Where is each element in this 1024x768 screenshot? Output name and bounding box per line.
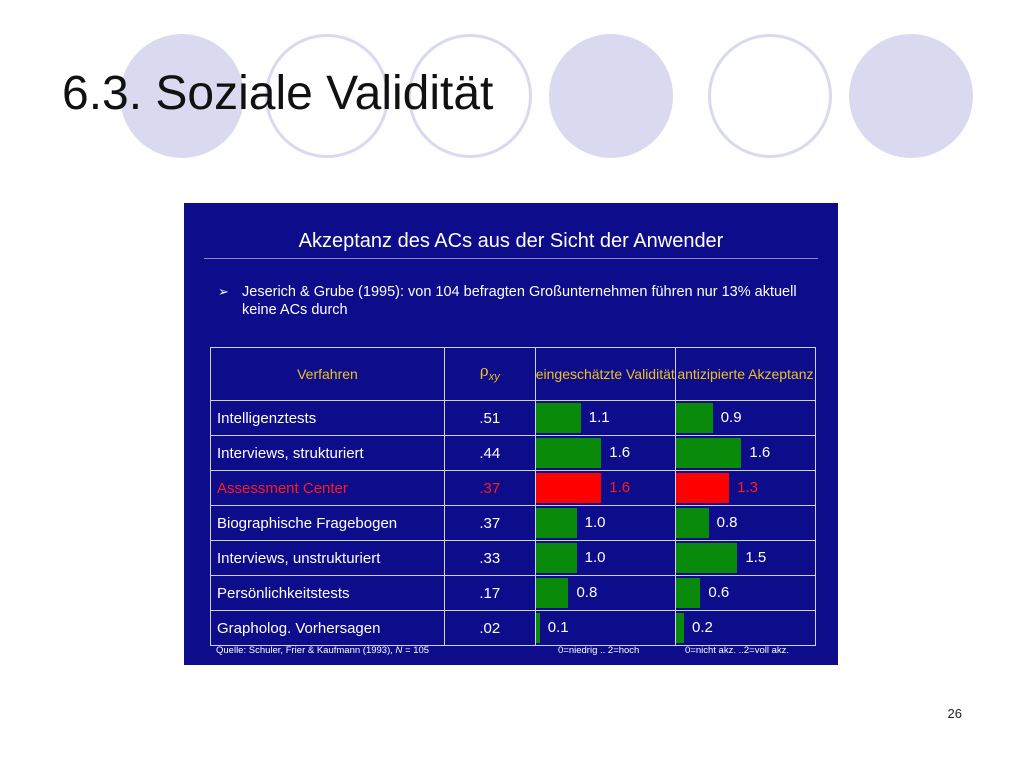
source-suffix: = 105 bbox=[402, 645, 430, 656]
decor-circle-5 bbox=[708, 34, 832, 158]
row-verfahren: Interviews, unstrukturiert bbox=[211, 541, 445, 576]
akzeptanz-label: 0.8 bbox=[716, 514, 738, 531]
table-row bbox=[211, 611, 816, 646]
validitaet-bar bbox=[536, 473, 602, 503]
validitaet-label: 1.0 bbox=[584, 514, 606, 531]
arrow-bullet-icon: ➢ bbox=[218, 284, 229, 299]
row-validitaet bbox=[535, 401, 675, 436]
validitaet-bar bbox=[536, 508, 577, 538]
table-row bbox=[211, 436, 816, 471]
row-akzeptanz bbox=[675, 541, 815, 576]
row-verfahren: Intelligenztests bbox=[211, 401, 445, 436]
page-number: 26 bbox=[947, 706, 962, 721]
validitaet-scale-note: 0=niedrig .. 2=hoch bbox=[558, 645, 640, 656]
table-body bbox=[211, 401, 816, 646]
akzeptanz-bar bbox=[676, 543, 738, 573]
validitaet-bar bbox=[536, 578, 569, 608]
header-akzeptanz: antizipierte Akzeptanz bbox=[675, 348, 815, 401]
header-verfahren: Verfahren bbox=[211, 348, 445, 401]
row-verfahren: Assessment Center bbox=[211, 471, 445, 506]
validitaet-bar bbox=[536, 438, 602, 468]
table-row bbox=[211, 401, 816, 436]
row-verfahren: Interviews, strukturiert bbox=[211, 436, 445, 471]
validitaet-label: 0.8 bbox=[576, 584, 598, 601]
table-header-row bbox=[211, 348, 816, 401]
row-validitaet bbox=[535, 506, 675, 541]
row-verfahren: Grapholog. Vorhersagen bbox=[211, 611, 445, 646]
row-verfahren: Biographische Fragebogen bbox=[211, 506, 445, 541]
akzeptanz-scale-note: 0=nicht akz. ..2=voll akz. bbox=[685, 645, 790, 656]
akzeptanz-bar bbox=[676, 613, 684, 643]
row-rho: .37 bbox=[444, 506, 535, 541]
row-rho: .17 bbox=[444, 576, 535, 611]
table-row bbox=[211, 506, 816, 541]
row-akzeptanz bbox=[675, 576, 815, 611]
source-n: N bbox=[395, 645, 403, 656]
validitaet-bar bbox=[536, 403, 581, 433]
row-rho: .37 bbox=[444, 471, 535, 506]
validitaet-label: 0.1 bbox=[547, 619, 569, 636]
row-akzeptanz bbox=[675, 401, 815, 436]
row-rho: .02 bbox=[444, 611, 535, 646]
akzeptanz-label: 1.6 bbox=[749, 444, 771, 461]
akzeptanz-bar bbox=[676, 403, 713, 433]
row-akzeptanz bbox=[675, 611, 815, 646]
akzeptanz-label: 0.2 bbox=[692, 619, 713, 636]
table-row bbox=[211, 471, 816, 506]
row-akzeptanz bbox=[675, 436, 815, 471]
row-validitaet bbox=[535, 541, 675, 576]
rho-subscript: xy bbox=[488, 370, 500, 383]
header-rho bbox=[444, 348, 535, 401]
row-rho: .51 bbox=[444, 401, 535, 436]
akzeptanz-label: 1.3 bbox=[737, 479, 758, 496]
row-verfahren: Persönlichkeitstests bbox=[211, 576, 445, 611]
acceptance-table bbox=[210, 347, 816, 646]
source-note bbox=[216, 645, 429, 656]
decor-circle-4 bbox=[549, 34, 673, 158]
row-rho: .44 bbox=[444, 436, 535, 471]
table-row bbox=[211, 576, 816, 611]
akzeptanz-bar bbox=[676, 438, 742, 468]
validitaet-bar bbox=[536, 543, 577, 573]
heading-divider bbox=[204, 258, 818, 259]
table-row bbox=[211, 541, 816, 576]
slide-title: 6.3. Soziale Validität bbox=[62, 67, 494, 120]
validitaet-label: 1.6 bbox=[609, 479, 631, 496]
panel-heading: Akzeptanz des ACs aus der Sicht der Anwender bbox=[298, 230, 724, 252]
rho-symbol: ρ bbox=[479, 361, 489, 380]
row-validitaet bbox=[535, 436, 675, 471]
bullet-point bbox=[218, 283, 798, 319]
validitaet-bar bbox=[536, 613, 540, 643]
row-akzeptanz bbox=[675, 471, 815, 506]
akzeptanz-label: 0.6 bbox=[708, 584, 730, 601]
row-validitaet bbox=[535, 576, 675, 611]
row-validitaet bbox=[535, 471, 675, 506]
validitaet-label: 1.0 bbox=[584, 549, 606, 566]
akzeptanz-label: 0.9 bbox=[720, 409, 742, 426]
bullet-text: Jeserich & Grube (1995): von 104 befragten Großunternehmen führen nur 13% aktuell keine ACs durch bbox=[242, 284, 797, 318]
row-rho: .33 bbox=[444, 541, 535, 576]
source-prefix: Quelle: Schuler, Frier & Kaufmann (1993), bbox=[216, 645, 396, 656]
row-akzeptanz bbox=[675, 506, 815, 541]
akzeptanz-bar bbox=[676, 578, 701, 608]
akzeptanz-bar bbox=[676, 508, 709, 538]
akzeptanz-bar bbox=[676, 473, 729, 503]
header-validitaet: eingeschätzte Validität bbox=[535, 348, 675, 401]
validitaet-label: 1.1 bbox=[588, 409, 610, 426]
acceptance-panel bbox=[184, 203, 838, 665]
akzeptanz-label: 1.5 bbox=[745, 549, 767, 566]
row-validitaet bbox=[535, 611, 675, 646]
validitaet-label: 1.6 bbox=[609, 444, 631, 461]
decor-circle-6 bbox=[849, 34, 973, 158]
